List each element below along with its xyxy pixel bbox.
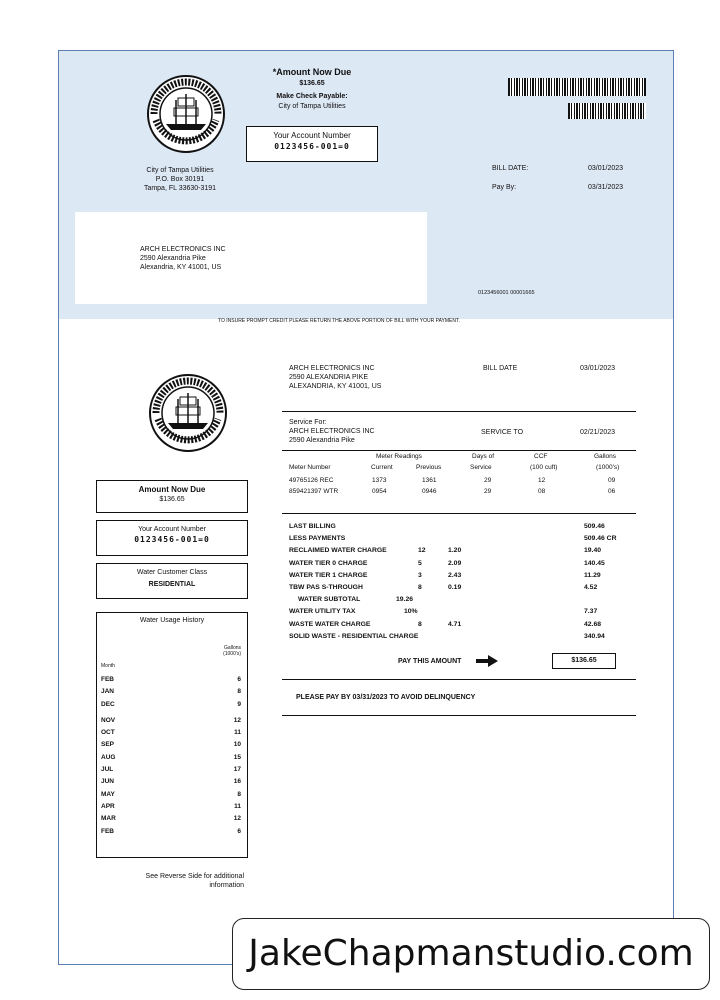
history-row [101, 801, 241, 813]
charge-qty: 19.26 [396, 596, 414, 604]
divider [282, 411, 636, 412]
ccf-header: CCF [534, 453, 548, 460]
history-row [101, 715, 241, 727]
meter-prev: 1361 [422, 477, 437, 484]
charge-amount: 42.68 [584, 620, 602, 628]
charge-qty: 8 [418, 620, 422, 628]
detail-customer-line: ALEXANDRIA, KY 41001, US [289, 383, 382, 390]
history-row [101, 764, 241, 776]
make-check-to: City of Tampa Utilities [278, 103, 346, 110]
class-value: RESIDENTIAL [148, 581, 196, 588]
history-gallons: 6 [237, 676, 241, 683]
amount-due-box [96, 480, 248, 513]
stub-customer-address [140, 245, 226, 272]
charge-rate: 2.43 [448, 571, 462, 579]
meter-readings-header: Meter Readings [376, 453, 422, 460]
stub-account-box [246, 126, 378, 162]
scan-line: 0123456001 00001665 [478, 290, 535, 296]
service-line: ARCH ELECTRONICS INC [289, 428, 375, 435]
return-notice: TO INSURE PROMPT CREDIT PLEASE RETURN THE ABOVE PORTION OF BILL WITH YOUR PAYMENT. [218, 318, 460, 324]
divider [282, 679, 636, 680]
history-row [101, 699, 241, 711]
charge-label: SOLID WASTE - RESIDENTIAL CHARGE [289, 632, 419, 640]
meter-prev: 0946 [422, 488, 437, 495]
class-label: Water Customer Class [136, 569, 208, 576]
charge-amount: 509.46 CR [584, 535, 617, 543]
customer-line: Alexandria, KY 41001, US [140, 264, 222, 271]
charge-label: WATER TIER 0 CHARGE [289, 559, 368, 567]
meter-cur: 1373 [372, 477, 387, 484]
amount-due-label: Amount Now Due [138, 485, 206, 494]
history-gallons: 11 [234, 802, 241, 810]
charge-rate: 2.09 [448, 559, 462, 567]
stub-bill-date-label: BILL DATE: [492, 165, 529, 172]
make-check-label: Make Check Payable: [276, 93, 348, 100]
stub-account-label: Your Account Number [273, 131, 351, 140]
account-label: Your Account Number [138, 526, 206, 533]
amount-due-value: $136.65 [159, 496, 185, 503]
history-row [101, 727, 241, 739]
history-month: OCT [101, 729, 115, 737]
stub-pay-by-label: Pay By: [492, 184, 517, 191]
history-gallons: 12 [233, 716, 241, 724]
charge-label: WASTE WATER CHARGE [289, 620, 371, 628]
stub-account-number: 0123456-001=0 [274, 142, 350, 151]
history-month: APR [101, 802, 115, 810]
account-number: 0123456-001=0 [134, 535, 210, 544]
history-month: FEB [101, 676, 114, 683]
detail-customer-address [289, 364, 381, 391]
meter-number-header: Meter Number [289, 464, 331, 471]
usage-history-title: Water Usage History [139, 617, 205, 624]
history-gallons: 9 [237, 700, 241, 708]
history-month: NOV [101, 716, 116, 724]
history-gallons: 10 [233, 741, 241, 749]
usage-history-list [101, 674, 241, 838]
barcode-small [568, 103, 646, 119]
history-gallons: 8 [237, 790, 241, 798]
charge-qty: 8 [418, 584, 422, 591]
customer-line: ARCH ELECTRONICS INC [140, 246, 226, 253]
divider [282, 513, 636, 514]
history-row [101, 813, 241, 825]
charge-rate: 0.19 [448, 584, 462, 591]
barcode-top [508, 78, 646, 96]
history-month: DEC [101, 700, 115, 708]
meter-num: 49765126 REC [289, 477, 334, 484]
meter-ccf: 12 [538, 477, 546, 484]
charge-qty: 3 [418, 571, 422, 579]
history-gallons: 17 [233, 766, 241, 774]
history-month: JUN [101, 778, 115, 786]
previous-header: Previous [416, 464, 442, 471]
charge-qty: 12 [418, 547, 426, 555]
charge-rate: 1.20 [448, 547, 462, 555]
history-month: JUL [101, 766, 114, 774]
service-for [289, 418, 375, 445]
divider [282, 715, 636, 716]
days-of-header: Days of [472, 453, 495, 460]
history-col-gallons: Gallons (1000's) [223, 645, 241, 657]
charge-rate: 4.71 [448, 620, 462, 628]
delinquency-notice: PLEASE PAY BY 03/31/2023 TO AVOID DELINQUENCY [296, 694, 476, 701]
stub-bill-date: 03/01/2023 [588, 165, 624, 172]
city-seal-icon [148, 373, 228, 453]
history-gallons: 12 [233, 815, 241, 823]
history-gallons: 15 [233, 753, 241, 761]
watermark: JakeChapmanstudio.com [232, 918, 710, 990]
stub-pay-by: 03/31/2023 [588, 184, 624, 191]
charge-amount: 140.45 [584, 559, 605, 567]
customer-line: 2590 Alexandria Pike [140, 255, 206, 262]
charge-amount: 7.37 [584, 608, 598, 616]
meter-cur: 0954 [372, 488, 387, 495]
service-line: 2590 Alexandria Pike [289, 437, 355, 444]
arrow-right-icon [476, 655, 498, 667]
remit-line: P.O. Box 30191 [155, 176, 205, 183]
charge-label: RECLAIMED WATER CHARGE [289, 547, 387, 555]
history-gallons: 6 [237, 827, 241, 835]
charge-label: LESS PAYMENTS [289, 535, 346, 543]
service-to-label: SERVICE TO [481, 429, 524, 436]
meter-num: 859421397 WTR [289, 488, 339, 495]
usage-history-box [96, 612, 248, 858]
history-row [101, 752, 241, 764]
charge-qty: 10% [404, 608, 418, 616]
customer-class-box [96, 563, 248, 599]
gallons-unit-header: (1000's) [596, 464, 620, 471]
meter-days: 29 [484, 477, 492, 484]
history-row [101, 686, 241, 698]
gallons-header: Gallons [594, 453, 617, 460]
history-month: JAN [101, 688, 115, 696]
history-row [101, 789, 241, 801]
history-month: AUG [101, 753, 116, 761]
charge-label: WATER UTILITY TAX [289, 608, 356, 616]
charge-amount: 11.29 [584, 571, 601, 579]
detail-customer-line: ARCH ELECTRONICS INC [289, 365, 375, 372]
charge-label: WATER SUBTOTAL [298, 596, 361, 604]
service-to-date: 02/21/2023 [580, 429, 616, 436]
history-row [101, 776, 241, 788]
history-month: FEB [101, 827, 114, 835]
history-gallons: 16 [233, 778, 241, 786]
pay-label: PAY THIS AMOUNT [398, 658, 462, 665]
charge-amount: 509.46 [584, 523, 605, 530]
detail-bill-date: 03/01/2023 [580, 365, 616, 372]
charge-amount: 340.94 [584, 632, 605, 640]
charge-label: WATER TIER 1 CHARGE [289, 571, 368, 579]
city-seal-icon [146, 74, 226, 154]
service-for-label: Service For: [289, 419, 327, 426]
history-month: MAY [101, 790, 115, 798]
divider [282, 450, 636, 451]
account-number-box [96, 520, 248, 556]
reverse-note: See Reverse Side for additional information [145, 873, 244, 889]
history-month: SEP [101, 741, 115, 749]
history-gallons: 8 [237, 688, 241, 696]
ccf-unit-header: (100 cuft) [530, 464, 558, 471]
charge-amount: 4.52 [584, 584, 598, 591]
meter-gal: 09 [608, 477, 616, 484]
history-col-month: Month [101, 663, 115, 669]
history-row [101, 826, 241, 838]
pay-amount-box: $136.65 [552, 653, 616, 669]
charge-label: TBW PAS S-THROUGH [289, 584, 363, 591]
stub-amount: $136.65 [299, 80, 325, 87]
detail-bill-date-label: BILL DATE [483, 365, 518, 372]
meter-ccf: 08 [538, 488, 546, 495]
meter-gal: 06 [608, 488, 616, 495]
remit-address [120, 166, 240, 193]
meter-days: 29 [484, 488, 492, 495]
remit-line: Tampa, FL 33630-3191 [143, 185, 217, 192]
charge-label: LAST BILLING [289, 523, 336, 530]
current-header: Current [371, 464, 393, 471]
history-row [101, 739, 241, 751]
history-month: MAR [101, 815, 116, 823]
stub-amount-label: *Amount Now Due [272, 67, 352, 77]
detail-customer-line: 2590 ALEXANDRIA PIKE [289, 374, 368, 381]
history-row [101, 674, 241, 686]
charge-qty: 5 [418, 559, 422, 567]
history-gallons: 11 [234, 729, 241, 737]
charge-amount: 19.40 [584, 547, 602, 555]
service-header: Service [470, 464, 492, 471]
address-window [75, 212, 427, 304]
remit-line: City of Tampa Utilities [146, 167, 214, 174]
